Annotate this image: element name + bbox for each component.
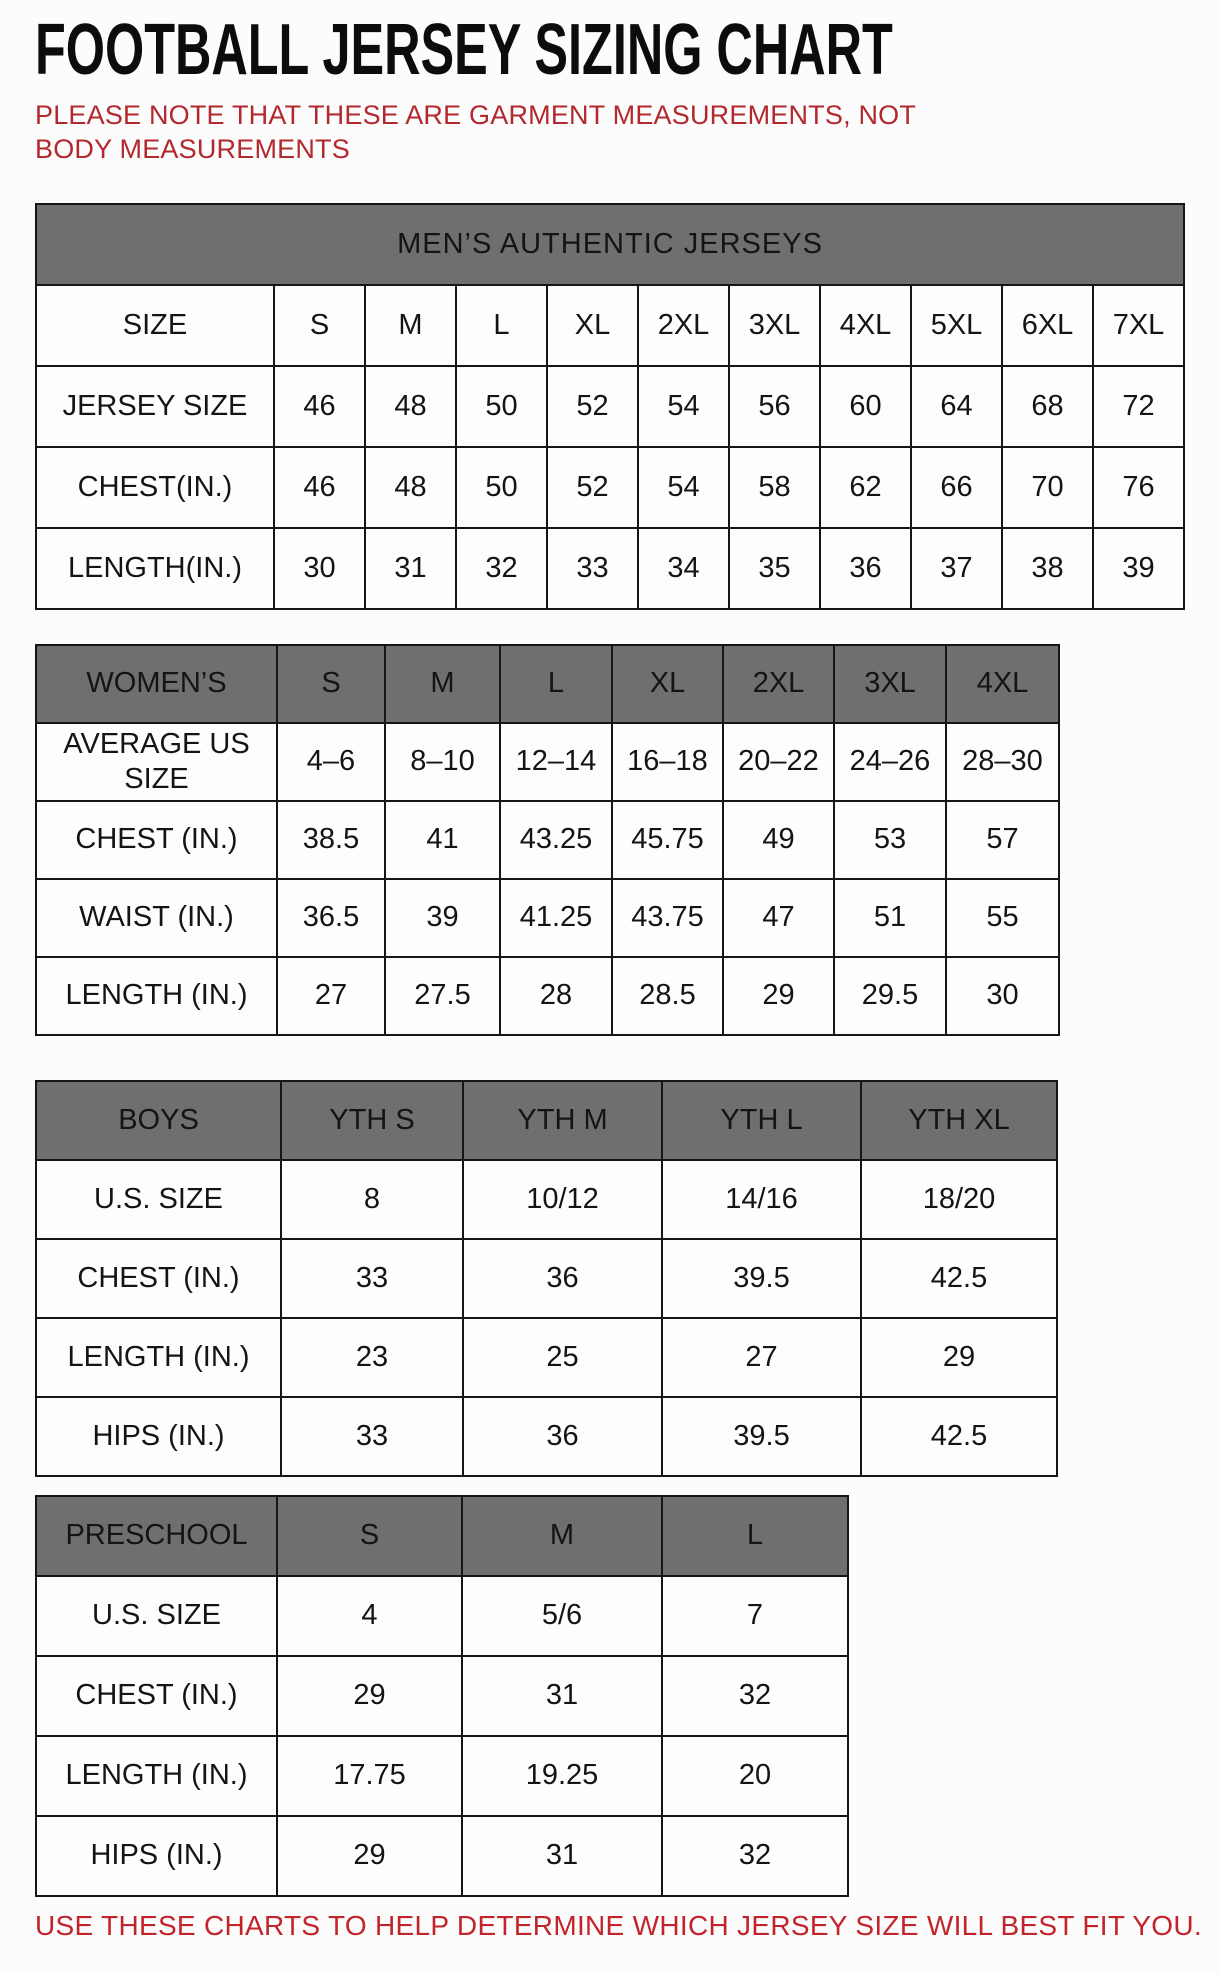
column-header-cell: S <box>277 1496 462 1576</box>
value-cell: 39 <box>1093 528 1184 609</box>
value-cell: 5/6 <box>462 1576 662 1656</box>
preschool-jerseys-table <box>35 1495 849 1897</box>
table-row <box>36 447 1184 528</box>
value-cell: 33 <box>281 1397 463 1476</box>
column-header-cell: L <box>662 1496 848 1576</box>
value-cell: 10/12 <box>463 1160 662 1239</box>
row-label-cell <box>36 957 277 1035</box>
table-row <box>36 1736 848 1816</box>
value-cell: 50 <box>456 366 547 447</box>
value-cell: 33 <box>281 1239 463 1318</box>
table-row <box>36 957 1059 1035</box>
value-cell: 29 <box>861 1318 1057 1397</box>
column-header-cell: S <box>274 285 365 366</box>
column-header-cell: SIZE <box>36 285 274 366</box>
value-cell: 68 <box>1002 366 1093 447</box>
row-label: CHEST (IN.) <box>75 1679 238 1712</box>
value-cell: 54 <box>638 366 729 447</box>
value-cell: 34 <box>638 528 729 609</box>
value-cell: 30 <box>274 528 365 609</box>
value-cell: 43.25 <box>500 801 612 879</box>
value-cell: 48 <box>365 366 456 447</box>
value-cell: 51 <box>834 879 946 957</box>
column-header-cell: 7XL <box>1093 285 1184 366</box>
value-cell: 42.5 <box>861 1397 1057 1476</box>
row-label-cell <box>36 723 277 801</box>
row-label-cell <box>36 1160 281 1239</box>
row-label: U.S. SIZE <box>94 1182 223 1215</box>
row-label: WAIST (IN.) <box>79 901 234 934</box>
table-row <box>36 879 1059 957</box>
row-label: LENGTH (IN.) <box>65 1759 248 1792</box>
table-row <box>36 723 1059 801</box>
value-cell: 29 <box>277 1656 462 1736</box>
value-cell: 48 <box>365 447 456 528</box>
value-cell: 72 <box>1093 366 1184 447</box>
row-label-cell <box>36 879 277 957</box>
value-cell: 31 <box>365 528 456 609</box>
row-label-cell <box>36 1576 277 1656</box>
value-cell: 27 <box>277 957 385 1035</box>
row-label-cell <box>36 1239 281 1318</box>
column-header-cell: M <box>462 1496 662 1576</box>
table-row <box>36 1397 1057 1476</box>
value-cell: 46 <box>274 447 365 528</box>
column-header-cell: M <box>365 285 456 366</box>
value-cell: 18/20 <box>861 1160 1057 1239</box>
value-cell: 45.75 <box>612 801 723 879</box>
value-cell: 53 <box>834 801 946 879</box>
page-title-text: FOOTBALL JERSEY SIZING CHART <box>35 10 893 90</box>
value-cell: 37 <box>911 528 1002 609</box>
column-header-cell: 2XL <box>723 645 834 723</box>
column-header-cell: XL <box>612 645 723 723</box>
value-cell: 49 <box>723 801 834 879</box>
column-header-cell: BOYS <box>36 1081 281 1160</box>
value-cell: 29.5 <box>834 957 946 1035</box>
column-header-cell: 4XL <box>946 645 1059 723</box>
mens-table-banner: MEN’S AUTHENTIC JERSEYS <box>36 204 1184 285</box>
value-cell: 14/16 <box>662 1160 861 1239</box>
value-cell: 24–26 <box>834 723 946 801</box>
value-cell: 27.5 <box>385 957 500 1035</box>
column-header-cell: L <box>456 285 547 366</box>
value-cell: 64 <box>911 366 1002 447</box>
value-cell: 31 <box>462 1816 662 1896</box>
value-cell: 27 <box>662 1318 861 1397</box>
value-cell: 47 <box>723 879 834 957</box>
row-label-cell <box>36 801 277 879</box>
value-cell: 62 <box>820 447 911 528</box>
value-cell: 32 <box>662 1816 848 1896</box>
row-label-cell <box>36 366 274 447</box>
table-row <box>36 801 1059 879</box>
value-cell: 17.75 <box>277 1736 462 1816</box>
mens-authentic-jerseys-table <box>35 203 1185 610</box>
value-cell: 36 <box>463 1397 662 1476</box>
value-cell: 54 <box>638 447 729 528</box>
row-label-cell <box>36 1656 277 1736</box>
value-cell: 4–6 <box>277 723 385 801</box>
value-cell: 36 <box>463 1239 662 1318</box>
value-cell: 20 <box>662 1736 848 1816</box>
value-cell: 16–18 <box>612 723 723 801</box>
column-header-cell: 6XL <box>1002 285 1093 366</box>
value-cell: 43.75 <box>612 879 723 957</box>
row-label: CHEST (IN.) <box>77 1261 240 1294</box>
value-cell: 12–14 <box>500 723 612 801</box>
value-cell: 28.5 <box>612 957 723 1035</box>
value-cell: 23 <box>281 1318 463 1397</box>
table-row <box>36 1576 848 1656</box>
value-cell: 70 <box>1002 447 1093 528</box>
value-cell: 31 <box>462 1656 662 1736</box>
value-cell: 35 <box>729 528 820 609</box>
womens-header-row <box>36 645 1059 723</box>
column-header-cell: 2XL <box>638 285 729 366</box>
column-header-cell: YTH S <box>281 1081 463 1160</box>
row-label: LENGTH(IN.) <box>68 551 242 584</box>
column-header-cell: YTH XL <box>861 1081 1057 1160</box>
value-cell: 28 <box>500 957 612 1035</box>
row-label: HIPS (IN.) <box>92 1419 225 1452</box>
row-label-cell <box>36 528 274 609</box>
value-cell: 7 <box>662 1576 848 1656</box>
value-cell: 25 <box>463 1318 662 1397</box>
row-label: U.S. SIZE <box>92 1599 221 1632</box>
row-label: LENGTH (IN.) <box>67 1340 250 1373</box>
boys-jerseys-table <box>35 1080 1058 1477</box>
value-cell: 55 <box>946 879 1059 957</box>
row-label: JERSEY SIZE <box>62 389 248 422</box>
row-label: CHEST(IN.) <box>77 470 233 503</box>
value-cell: 41 <box>385 801 500 879</box>
value-cell: 29 <box>277 1816 462 1896</box>
row-label-cell <box>36 1397 281 1476</box>
value-cell: 46 <box>274 366 365 447</box>
table-row <box>36 1816 848 1896</box>
value-cell: 20–22 <box>723 723 834 801</box>
column-header-cell: S <box>277 645 385 723</box>
value-cell: 38 <box>1002 528 1093 609</box>
value-cell: 33 <box>547 528 638 609</box>
value-cell: 19.25 <box>462 1736 662 1816</box>
column-header-cell: 5XL <box>911 285 1002 366</box>
value-cell: 8–10 <box>385 723 500 801</box>
column-header-cell: YTH L <box>662 1081 861 1160</box>
page-title <box>35 10 1220 90</box>
column-header-cell: YTH M <box>463 1081 662 1160</box>
value-cell: 56 <box>729 366 820 447</box>
value-cell: 66 <box>911 447 1002 528</box>
value-cell: 60 <box>820 366 911 447</box>
value-cell: 32 <box>662 1656 848 1736</box>
value-cell: 52 <box>547 447 638 528</box>
value-cell: 39 <box>385 879 500 957</box>
value-cell: 36.5 <box>277 879 385 957</box>
column-header-cell: 3XL <box>729 285 820 366</box>
value-cell: 39.5 <box>662 1239 861 1318</box>
value-cell: 32 <box>456 528 547 609</box>
table-row <box>36 1318 1057 1397</box>
value-cell: 57 <box>946 801 1059 879</box>
row-label-cell <box>36 1736 277 1816</box>
row-label-cell <box>36 1816 277 1896</box>
value-cell: 76 <box>1093 447 1184 528</box>
row-label: HIPS (IN.) <box>90 1839 223 1872</box>
value-cell: 52 <box>547 366 638 447</box>
column-header-cell: 4XL <box>820 285 911 366</box>
garment-measurement-note: PLEASE NOTE THAT THESE ARE GARMENT MEASUREMENTS, NOT BODY MEASUREMENTS <box>35 100 916 165</box>
value-cell: 28–30 <box>946 723 1059 801</box>
column-header-cell: L <box>500 645 612 723</box>
row-label: AVERAGE US SIZE <box>63 728 250 795</box>
column-header-cell: XL <box>547 285 638 366</box>
value-cell: 36 <box>820 528 911 609</box>
value-cell: 50 <box>456 447 547 528</box>
column-header-cell: PRESCHOOL <box>36 1496 277 1576</box>
value-cell: 29 <box>723 957 834 1035</box>
column-header-cell: WOMEN’S <box>36 645 277 723</box>
row-label: LENGTH (IN.) <box>65 979 248 1012</box>
column-header-cell: M <box>385 645 500 723</box>
table-row <box>36 1656 848 1736</box>
value-cell: 38.5 <box>277 801 385 879</box>
value-cell: 8 <box>281 1160 463 1239</box>
row-label-cell <box>36 1318 281 1397</box>
preschool-header-row <box>36 1496 848 1576</box>
womens-jerseys-table <box>35 644 1060 1036</box>
table-row <box>36 366 1184 447</box>
value-cell: 58 <box>729 447 820 528</box>
value-cell: 39.5 <box>662 1397 861 1476</box>
value-cell: 4 <box>277 1576 462 1656</box>
mens-header-row <box>36 285 1184 366</box>
row-label-cell <box>36 447 274 528</box>
footer-note: USE THESE CHARTS TO HELP DETERMINE WHICH JERSEY SIZE WILL BEST FIT YOU. <box>35 1909 1202 1941</box>
value-cell: 41.25 <box>500 879 612 957</box>
column-header-cell: 3XL <box>834 645 946 723</box>
table-row <box>36 528 1184 609</box>
table-row <box>36 1160 1057 1239</box>
table-row <box>36 1239 1057 1318</box>
boys-header-row <box>36 1081 1057 1160</box>
value-cell: 30 <box>946 957 1059 1035</box>
row-label: CHEST (IN.) <box>75 823 238 856</box>
value-cell: 42.5 <box>861 1239 1057 1318</box>
